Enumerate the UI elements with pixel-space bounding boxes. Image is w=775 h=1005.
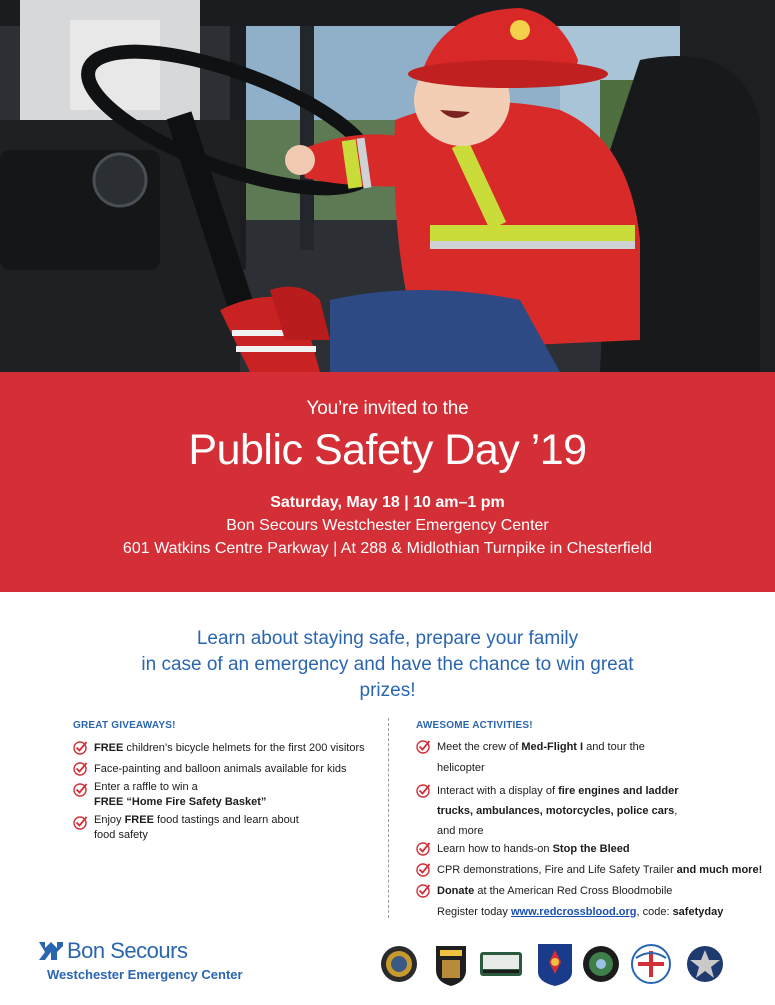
checkmark-icon: [73, 815, 88, 830]
checkmark-icon: [73, 761, 88, 776]
checkmark-icon: [416, 841, 431, 856]
activity-item: [416, 781, 766, 841]
activity-bold: fire engines and ladder: [558, 785, 679, 797]
bon-secours-mark-icon: [37, 940, 65, 962]
activity-bold: Med-Flight I: [521, 741, 584, 753]
county-seal-icon: [378, 940, 420, 988]
giveaway-bold: FREE: [124, 814, 154, 826]
intro-line: prizes!: [359, 680, 416, 701]
activities-heading: AWESOME ACTIVITIES!: [416, 720, 533, 731]
giveaways-heading: GREAT GIVEAWAYS!: [73, 720, 176, 731]
checkmark-icon: [416, 883, 431, 898]
activity-item: [416, 737, 766, 779]
police-badge-icon: [430, 940, 472, 988]
giveaway-item: [73, 813, 383, 843]
activity-text: , code:: [636, 906, 673, 918]
activity-item: [416, 860, 768, 880]
intro-line: Learn about staying safe, prepare your family: [196, 628, 579, 649]
activity-bold: Stop the Bleed: [552, 843, 630, 855]
med-flight-icon: [628, 940, 674, 988]
checkmark-icon: [416, 739, 431, 754]
activity-text: helicopter: [437, 762, 485, 774]
activity-text: Register today: [437, 906, 511, 918]
activity-text: at the American Red Cross Bloodmobile: [474, 885, 673, 897]
redcross-link[interactable]: www.redcrossblood.org: [510, 906, 637, 918]
activity-text: and tour the: [583, 741, 645, 753]
intro-text: [90, 626, 685, 704]
hero-photo: [0, 0, 775, 372]
event-date-time: Saturday, May 18 | 10 am–1 pm: [270, 494, 505, 511]
emergency-seal-icon: [580, 940, 622, 988]
checkmark-icon: [73, 782, 88, 797]
checkmark-icon: [416, 783, 431, 798]
giveaway-item: [73, 738, 383, 758]
activity-text: Learn how to hands-on: [437, 843, 553, 855]
giveaway-text: Enjoy: [94, 814, 125, 826]
giveaway-text: Enter a raffle to win a: [94, 781, 198, 793]
giveaway-text: food safety: [94, 829, 148, 841]
giveaway-text: children’s bicycle helmets for the first 200 visitors: [123, 742, 365, 754]
activity-bold: and much more!: [676, 864, 763, 876]
activity-text: CPR demonstrations, Fire and Life Safety Trailer: [437, 864, 677, 876]
child-in-fire-truck-illustration: [0, 0, 775, 372]
activity-text: Meet the crew of: [437, 741, 522, 753]
event-venue: Bon Secours Westchester Emergency Center: [226, 517, 549, 534]
sheriff-star-icon: [684, 940, 726, 988]
giveaway-item: [73, 759, 383, 779]
partner-badges: [378, 940, 768, 990]
giveaway-text: food tastings and learn about: [153, 814, 299, 826]
checkmark-icon: [73, 740, 88, 755]
giveaway-text: Face-painting and balloon animals available for kids: [94, 763, 347, 775]
fire-ems-patch-icon: [534, 940, 576, 988]
activity-bold: trucks, ambulances, motorcycles, police cars: [437, 805, 675, 817]
logo-name: Bon Secours: [67, 938, 188, 963]
event-address: 601 Watkins Centre Parkway | At 288 & Midlothian Turnpike in Chesterfield: [122, 540, 653, 557]
logo-subtitle: Westchester Emergency Center: [47, 967, 243, 982]
giveaway-bold: FREE “Home Fire Safety Basket”: [94, 796, 267, 808]
column-divider: [388, 718, 389, 918]
giveaway-item: [73, 780, 383, 810]
event-title: Public Safety Day ’19: [188, 426, 587, 474]
promo-code: safetyday: [672, 906, 724, 918]
intro-line: in case of an emergency and have the chance to win great: [141, 654, 634, 675]
activity-item: [416, 881, 766, 923]
activity-text: Interact with a display of: [437, 785, 559, 797]
invite-line: You’re invited to the: [306, 398, 469, 419]
event-banner: [0, 372, 775, 592]
giveaway-bold: FREE: [94, 742, 124, 754]
activity-text: and more: [437, 825, 484, 837]
cert-icon: [478, 940, 524, 988]
activity-text: ,: [674, 805, 678, 817]
checkmark-icon: [416, 862, 431, 877]
bon-secours-logo: [37, 940, 247, 988]
activity-item: [416, 839, 766, 859]
activity-bold: Donate: [437, 885, 475, 897]
